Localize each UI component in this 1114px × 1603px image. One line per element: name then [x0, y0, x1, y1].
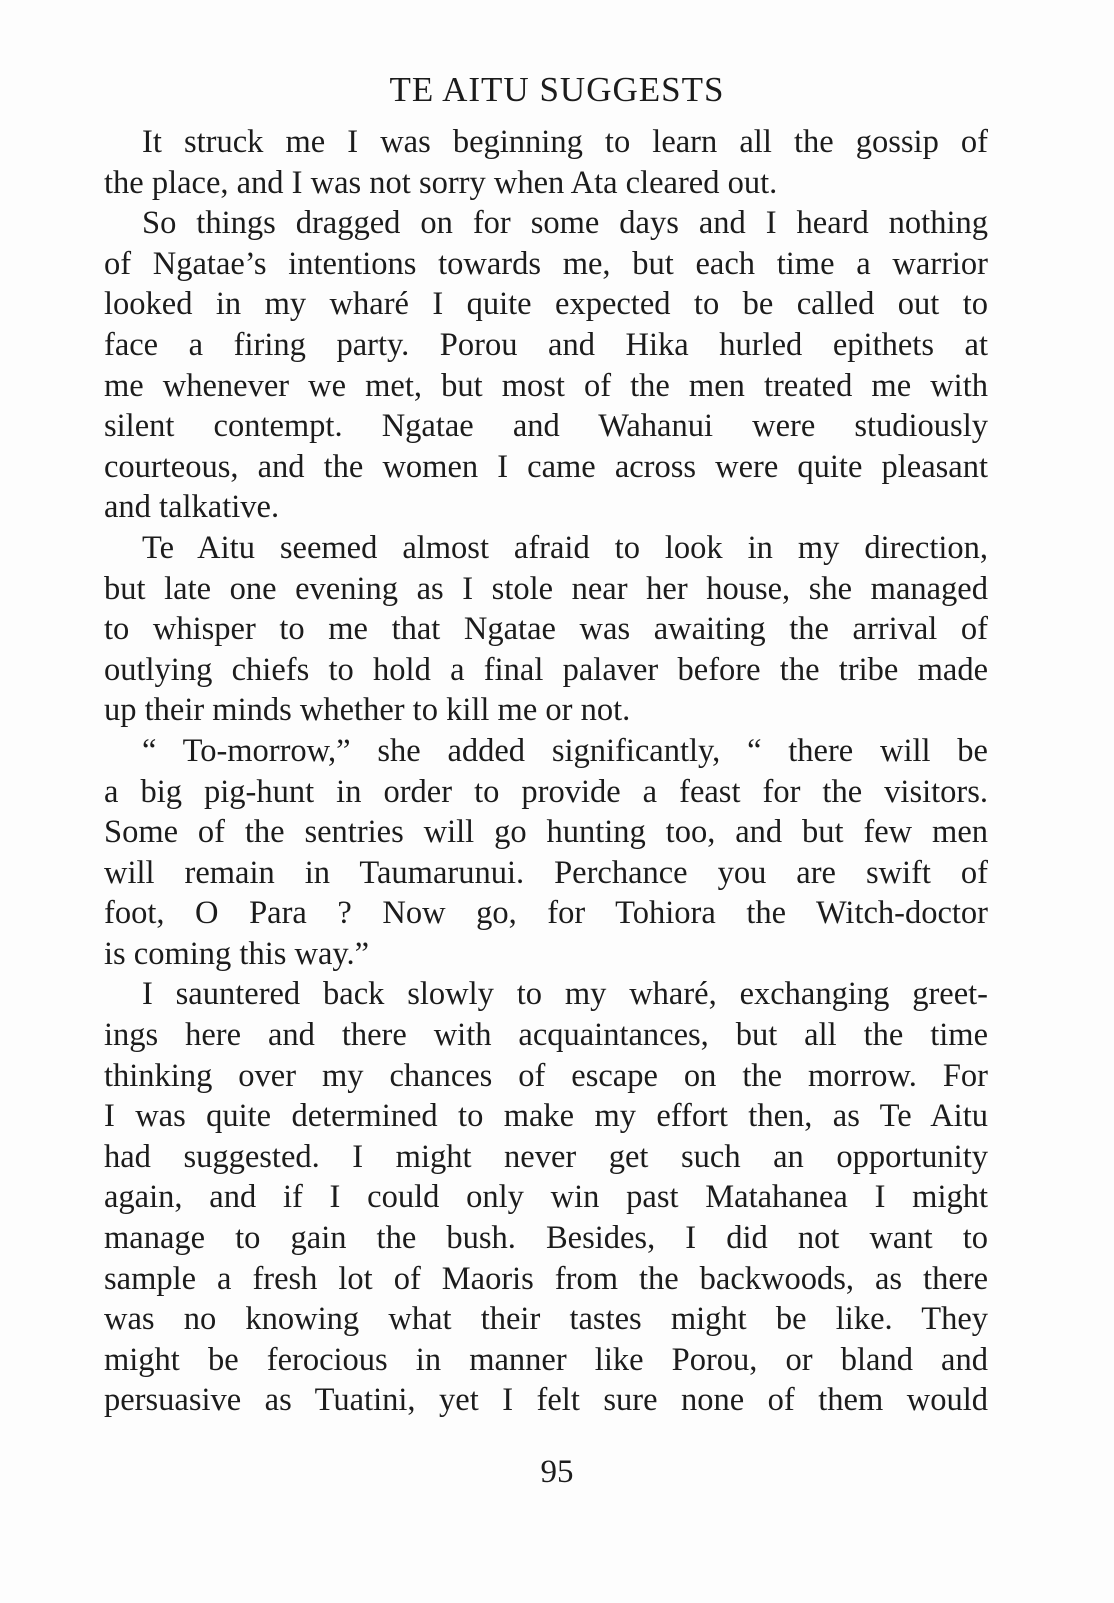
text-line: sample a fresh lot of Maoris from the backwoods, as there — [104, 1260, 988, 1297]
text-line: the place, and I was not sorry when Ata cleared out. — [104, 164, 778, 201]
text-line: Te Aitu seemed almost afraid to look in my direction, — [142, 529, 988, 566]
text-line: but late one evening as I stole near her house, she managed — [104, 570, 988, 607]
text-line: a big pig-hunt in order to provide a feast for the visitors. — [104, 773, 988, 810]
text-line: to whisper to me that Ngatae was awaiting the arrival of — [104, 611, 988, 648]
text-line: again, and if I could only win past Matahanea I might — [104, 1179, 988, 1216]
text-line: courteous, and the women I came across were quite pleasant — [104, 448, 988, 485]
text-line: outlying chiefs to hold a final palaver before the tribe made — [104, 651, 988, 688]
text-line: Some of the sentries will go hunting too, and but few men — [104, 814, 988, 851]
running-head: TE AITU SUGGESTS — [389, 70, 725, 109]
text-line: silent contempt. Ngatae and Wahanui were studiously — [104, 408, 988, 445]
text-line: will remain in Taumarunui. Perchance you are swift of — [104, 854, 988, 891]
text-line: foot, O Para ? Now go, for Tohiora the Witch-doctor — [104, 895, 988, 932]
text-line: It struck me I was beginning to learn all the gossip of — [142, 124, 988, 160]
text-line: face a firing party. Porou and Hika hurled epithets at — [104, 326, 988, 363]
text-line: “ To-morrow,” she added significantly, “ there will be — [142, 732, 988, 769]
text-line: manage to gain the bush. Besides, I did not want to — [104, 1220, 988, 1257]
text-line: thinking over my chances of escape on the morrow. For — [104, 1057, 988, 1094]
text-line: had suggested. I might never get such an opportunity — [104, 1138, 988, 1175]
text-line: ings here and there with acquaintances, but all the time — [104, 1017, 988, 1054]
text-line: I sauntered back slowly to my wharé, exchanging greet- — [142, 976, 988, 1013]
body-text — [104, 122, 988, 1421]
text-line: of Ngatae’s intentions towards me, but each time a warrior — [104, 245, 988, 282]
text-line: me whenever we met, but most of the men treated me with — [104, 367, 988, 404]
text-line: looked in my wharé I quite expected to be called out to — [104, 286, 988, 323]
text-line: persuasive as Tuatini, yet I felt sure none of them would — [104, 1382, 988, 1419]
text-line: is coming this way.” — [104, 935, 370, 972]
text-line: I was quite determined to make my effort then, as Te Aitu — [104, 1098, 988, 1135]
text-line: So things dragged on for some days and I heard nothing — [142, 205, 988, 242]
text-line: and talkative. — [104, 489, 280, 526]
text-line: up their minds whether to kill me or not. — [104, 692, 631, 729]
text-line: might be ferocious in manner like Porou, or bland and — [104, 1341, 988, 1378]
text-line: was no knowing what their tastes might be like. They — [104, 1301, 988, 1338]
page-number: 95 — [540, 1454, 574, 1490]
